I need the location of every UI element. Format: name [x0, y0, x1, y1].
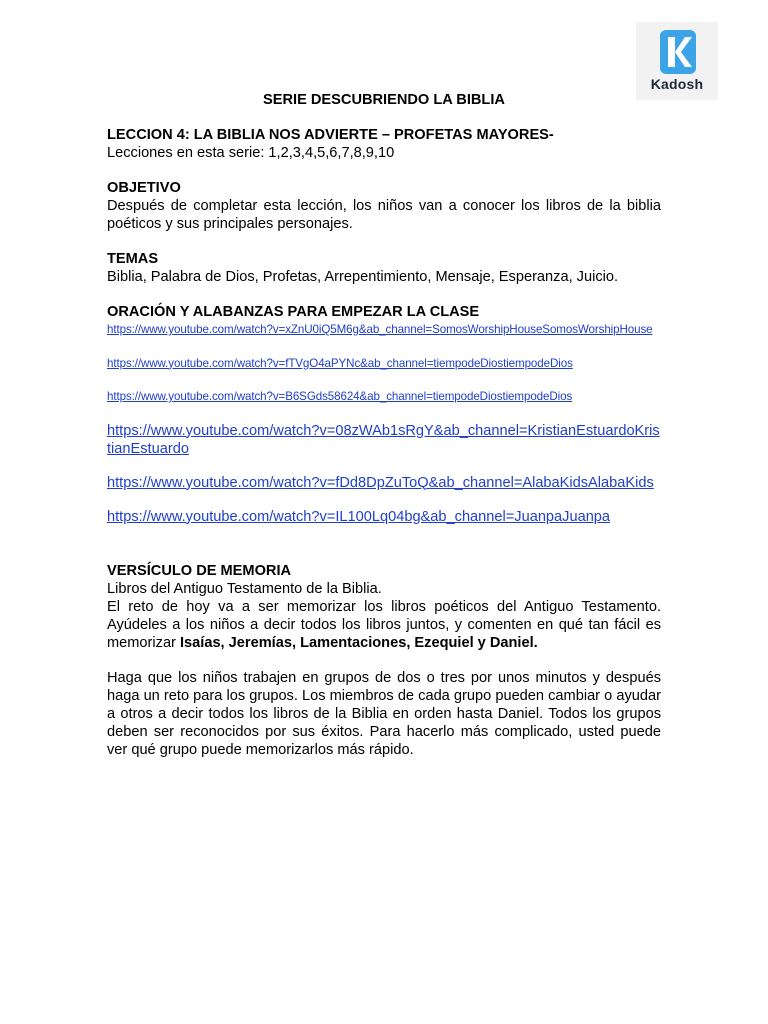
prayer-heading: ORACIÓN Y ALABANZAS PARA EMPEZAR LA CLASE	[107, 304, 480, 320]
youtube-link-6[interactable]: https://www.youtube.com/watch?v=IL100Lq04bg&ab_channel=JuanpaJuanpa	[107, 508, 611, 525]
memory-heading: VERSÍCULO DE MEMORIA	[107, 562, 292, 579]
memory-paragraph-1	[107, 598, 661, 652]
document-page	[107, 91, 661, 759]
lessons-line: Lecciones en esta serie: 1,2,3,4,5,6,7,8,9,10	[107, 145, 395, 161]
logo-text: Kadosh	[650, 76, 704, 92]
youtube-link-1[interactable]: https://www.youtube.com/watch?v=xZnU0iQ5M6g&ab_channel=SomosWorshipHouseSomosWorshipHouse	[107, 323, 653, 336]
youtube-link-2[interactable]: https://www.youtube.com/watch?v=fTVgO4aPYNc&ab_channel=tiempodeDiostiempodeDios	[107, 356, 573, 370]
topics-text: Biblia, Palabra de Dios, Profetas, Arrepentimiento, Mensaje, Esperanza, Juicio.	[107, 269, 619, 285]
memory-line1: Libros del Antiguo Testamento de la Biblia.	[107, 580, 382, 597]
memory-paragraph-1-text: El reto de hoy va a ser memorizar los libros poéticos del Antiguo Testamento. Ayúdeles a los niños a decir todos los libros juntos, y comenten en qué tan fácil es memorizar	[107, 598, 661, 651]
objective-text: Después de completar esta lección, los niños van a conocer los libros de la biblia poéticos y sus principales personajes.	[107, 198, 661, 232]
youtube-link-3[interactable]: https://www.youtube.com/watch?v=B6SGds58624&ab_channel=tiempodeDiostiempodeDios	[107, 390, 573, 403]
objective-heading: OBJETIVO	[107, 180, 181, 196]
lesson-heading: LECCION 4: LA BIBLIA NOS ADVIERTE – PROFETAS MAYORES-	[107, 127, 554, 143]
memory-books-bold: Isaías, Jeremías, Lamentaciones, Ezequiel y Daniel.	[179, 634, 538, 651]
kadosh-k-icon	[660, 30, 696, 74]
topics-heading: TEMAS	[107, 251, 159, 267]
page-title: SERIE DESCUBRIENDO LA BIBLIA	[263, 92, 505, 108]
youtube-link-5[interactable]: https://www.youtube.com/watch?v=fDd8DpZuToQ&ab_channel=AlabaKidsAlabaKids	[107, 474, 654, 491]
youtube-link-4[interactable]: https://www.youtube.com/watch?v=08zWAb1sRgY&ab_channel=KristianEstuardoKristianEstuardo	[107, 422, 660, 457]
memory-paragraph-2: Haga que los niños trabajen en grupos de dos o tres por unos minutos y después haga un reto para los grupos. Los miembros de cada grupo pueden cambiar o ayudar a otros a decir todos los libros de la Biblia en orden hasta Daniel. Todos los grupos deben ser reconocidos por sus éxitos. Para hacerlo más complicado, usted puede ver qué grupo puede memorizarlos más rápido.	[107, 669, 661, 758]
